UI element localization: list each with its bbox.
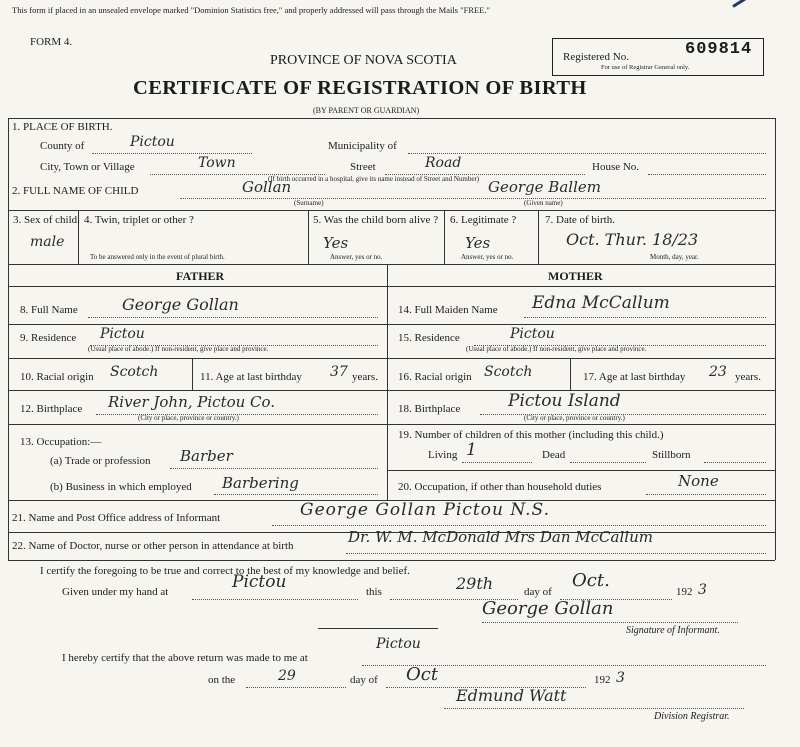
municipality-label: Municipality of: [328, 140, 397, 152]
date-note: Month, day, year.: [650, 253, 699, 261]
registrar-certify-text: I hereby certify that the above return was made to me at: [62, 652, 308, 664]
father-birthplace: River John, Pictou Co.: [108, 393, 276, 411]
given-caption: (Given name): [524, 199, 563, 207]
father-years: years.: [352, 371, 378, 383]
registrar-day: 29: [278, 668, 296, 684]
sex-label: 3. Sex of child.: [13, 214, 80, 226]
pen-mark: [732, 0, 800, 8]
child-name-label: 2. FULL NAME OF CHILD: [12, 185, 139, 197]
surname-caption: (Surname): [294, 199, 324, 207]
given-place: Pictou: [232, 572, 287, 592]
living-value: 1: [466, 440, 477, 460]
legitimate-value: Yes: [465, 234, 491, 252]
mother-birthplace-label: 18. Birthplace: [398, 403, 461, 415]
registrar-note: For use of Registrar General only.: [601, 64, 690, 71]
father-age-label: 11. Age at last birthday: [200, 371, 302, 383]
father-name: George Gollan: [122, 295, 239, 314]
mother-years: years.: [735, 371, 761, 383]
certificate-subtitle: (BY PARENT OR GUARDIAN): [313, 106, 420, 115]
father-heading: FATHER: [176, 269, 225, 283]
house-label: House No.: [592, 161, 640, 173]
date-of-birth-value: Oct. Thur. 18/23: [566, 230, 699, 249]
father-racial: Scotch: [110, 364, 159, 380]
doctor-label: 22. Name of Doctor, nurse or other person in attendance at birth: [12, 540, 294, 552]
child-given-name: George Ballem: [488, 178, 601, 196]
mother-racial-label: 16. Racial origin: [398, 371, 472, 383]
twin-label: 4. Twin, triplet or other ?: [84, 214, 194, 226]
mother-birthplace: Pictou Island: [508, 391, 621, 411]
given-under-label: Given under my hand at: [62, 586, 169, 598]
doctor-value: Dr. W. M. McDonald Mrs Dan McCallum: [348, 528, 653, 546]
father-trade-label: (a) Trade or profession: [50, 455, 151, 467]
alive-label: 5. Was the child born alive ?: [313, 214, 439, 226]
mother-residence-label: 15. Residence: [398, 332, 460, 344]
informant-value: George Gollan Pictou N.S.: [300, 500, 550, 520]
day-of-label: day of: [524, 586, 552, 598]
given-year-prefix: 192: [676, 586, 693, 598]
registrar-place: Pictou: [376, 636, 421, 652]
division-registrar-label: Division Registrar.: [654, 711, 730, 722]
mother-birthplace-note: (City or place, province or country.): [524, 414, 625, 422]
registered-label: Registered No.: [563, 51, 629, 63]
father-birthplace-label: 12. Birthplace: [20, 403, 83, 415]
father-racial-label: 10. Racial origin: [20, 371, 94, 383]
registered-number: 609814: [685, 40, 753, 59]
registrar-signature: Edmund Watt: [456, 686, 567, 705]
child-surname: Gollan: [242, 178, 292, 196]
informant-label: 21. Name and Post Office address of Informant: [12, 512, 221, 524]
mother-maiden-name: Edna McCallum: [532, 293, 670, 313]
mother-heading: MOTHER: [548, 269, 603, 283]
alive-note: Answer, yes or no.: [330, 253, 383, 261]
certificate-title: CERTIFICATE OF REGISTRATION OF BIRTH: [133, 77, 587, 99]
father-residence-label: 9. Residence: [20, 332, 77, 344]
children-count-label: 19. Number of children of this mother (including this child.): [398, 429, 664, 441]
stillborn-label: Stillborn: [652, 449, 691, 461]
living-label: Living: [428, 449, 458, 461]
mother-occupation-label: 20. Occupation, if other than household duties: [398, 481, 602, 493]
mother-occupation: None: [678, 472, 719, 490]
father-business: Barbering: [222, 474, 299, 492]
sex-value: male: [30, 234, 65, 250]
mother-age-label: 17. Age at last birthday: [583, 371, 686, 383]
registrar-day-of-label: day of: [350, 674, 378, 686]
given-month: Oct.: [572, 570, 610, 591]
county-value: Pictou: [130, 134, 175, 150]
father-residence-note: (Usual place of abode.) If non-resident, give place and province.: [88, 345, 269, 353]
this-label: this: [366, 586, 382, 598]
postal-note: This form if placed in an unsealed envelope marked "Dominion Statistics free," and properly addressed will pass through the Mails "FREE.": [12, 5, 490, 15]
city-value: Town: [198, 155, 236, 171]
legitimate-label: 6. Legitimate ?: [450, 214, 517, 226]
hospital-note: (If birth occurred in a hospital, give its name instead of Street and Number): [268, 175, 480, 183]
father-business-label: (b) Business in which employed: [50, 481, 192, 493]
father-occupation-label: 13. Occupation:—: [20, 436, 102, 448]
registrar-month: Oct: [406, 664, 439, 685]
city-label: City, Town or Village: [40, 161, 135, 173]
registrar-year-prefix: 192: [594, 674, 611, 686]
street-value: Road: [425, 155, 462, 171]
given-day: 29th: [456, 574, 494, 593]
informant-signature: George Gollan: [482, 598, 614, 619]
street-label: Street: [350, 161, 376, 173]
mother-residence: Pictou: [510, 326, 555, 342]
alive-value: Yes: [323, 234, 349, 252]
registrar-year-digit: 3: [616, 670, 625, 686]
father-birthplace-note: (City or place, province or country.): [138, 414, 239, 422]
mother-name-label: 14. Full Maiden Name: [398, 304, 498, 316]
given-year-digit: 3: [698, 582, 707, 598]
mother-age: 23: [709, 364, 727, 380]
father-residence: Pictou: [100, 326, 145, 342]
mother-residence-note: (Usual place of abode.) If non-resident, give place and province.: [466, 345, 647, 353]
legitimate-note: Answer, yes or no.: [461, 253, 514, 261]
twin-note: To be answered only in the event of plural birth.: [90, 253, 225, 261]
father-age: 37: [330, 364, 348, 380]
certify-text: I certify the foregoing to be true and correct to the best of my knowledge and belief.: [40, 565, 410, 577]
county-label: County of: [40, 140, 85, 152]
father-name-label: 8. Full Name: [20, 304, 78, 316]
place-of-birth-heading: 1. PLACE OF BIRTH.: [12, 121, 113, 133]
registered-number-box: [552, 38, 764, 76]
dead-label: Dead: [542, 449, 566, 461]
informant-signature-label: Signature of Informant.: [626, 625, 720, 636]
father-trade: Barber: [180, 447, 233, 465]
date-of-birth-label: 7. Date of birth.: [545, 214, 615, 226]
mother-racial: Scotch: [484, 364, 533, 380]
on-the-label: on the: [208, 674, 236, 686]
form-number: FORM 4.: [30, 36, 73, 48]
province-heading: PROVINCE OF NOVA SCOTIA: [270, 53, 457, 68]
